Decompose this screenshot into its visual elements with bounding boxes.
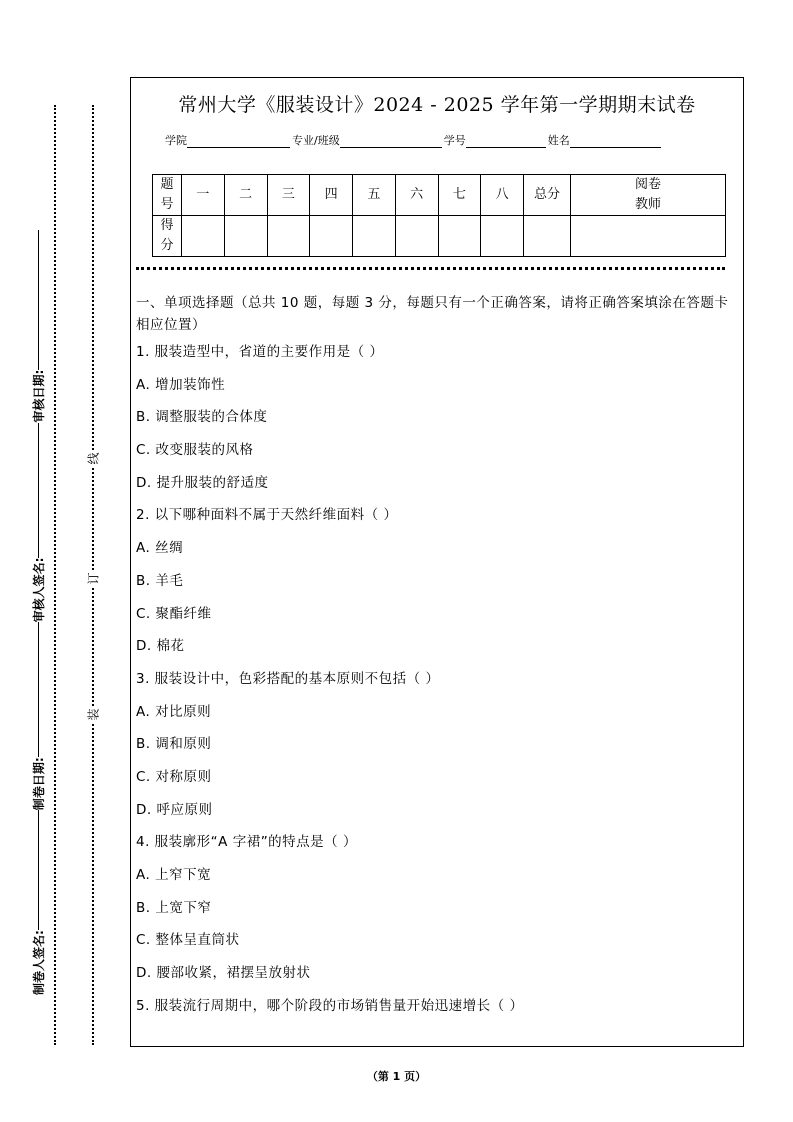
cut-line-outer xyxy=(54,105,56,1045)
answer-option: A. 丝绸 xyxy=(136,540,184,557)
score-cell[interactable] xyxy=(481,216,524,257)
answer-option: B. 调整服装的合体度 xyxy=(136,409,268,426)
answer-option: D. 呼应原则 xyxy=(136,801,213,818)
college-label: 学院 xyxy=(165,134,187,147)
name-field[interactable] xyxy=(570,135,661,148)
binding-label-ding: 订 xyxy=(86,572,101,585)
answer-option: C. 聚酯纤维 xyxy=(136,605,212,622)
score-cell[interactable] xyxy=(310,216,353,257)
score-cell[interactable] xyxy=(524,216,571,257)
question-stem: 3. 服装设计中，色彩搭配的基本原则不包括（ ） xyxy=(136,670,440,687)
answer-option: A. 上窄下宽 xyxy=(136,867,212,883)
answer-option: A. 增加装饰性 xyxy=(136,376,226,393)
score-cell[interactable] xyxy=(438,216,481,257)
student-id-label: 学号 xyxy=(443,134,466,147)
binding-label-xian: 线 xyxy=(86,452,101,465)
col-header: 一 xyxy=(182,175,225,216)
answer-option: D. 棉花 xyxy=(136,638,185,655)
answer-option: C. 改变服装的风格 xyxy=(136,442,254,459)
answer-option: B. 羊毛 xyxy=(136,572,184,589)
answer-option: B. 调和原则 xyxy=(136,736,212,753)
page-number: （第 1 页） xyxy=(366,1070,427,1083)
maker-signature-label: 制卷人签名: xyxy=(31,930,46,995)
answer-option: D. 腰部收紧，裙摆呈放射状 xyxy=(136,965,311,982)
col-header: 二 xyxy=(224,175,267,216)
student-id-field[interactable] xyxy=(466,135,546,148)
question-stem: 2. 以下哪种面料不属于天然纤维面料（ ） xyxy=(136,507,398,524)
exam-title: 常州大学《服装设计》2024 - 2025 学年第一学期期末试卷 xyxy=(178,94,696,116)
maker-date-label: 制卷日期: xyxy=(31,757,46,811)
score-cell[interactable] xyxy=(353,216,396,257)
maker-signature-field[interactable] xyxy=(28,810,39,930)
question-stem: 5. 服装流行周期中，哪个阶段的市场销售量开始迅速增长（ ） xyxy=(136,997,524,1014)
col-header-total: 总分 xyxy=(524,175,571,216)
answer-option: C. 整体呈直筒状 xyxy=(136,932,240,949)
review-date-label: 审核日期: xyxy=(31,369,46,423)
binding-label-zhuang: 装 xyxy=(86,708,101,721)
col-header: 八 xyxy=(481,175,524,216)
score-table xyxy=(152,174,726,257)
col-header: 七 xyxy=(438,175,481,216)
answer-option: D. 提升服装的舒适度 xyxy=(136,474,269,491)
question-stem: 4. 服装廓形“A 字裙”的特点是（ ） xyxy=(136,834,357,851)
review-date-field[interactable] xyxy=(28,230,39,370)
exam-frame xyxy=(130,77,744,1047)
score-cell[interactable] xyxy=(224,216,267,257)
question-stem: 1. 服装造型中，省道的主要作用是（ ） xyxy=(136,344,384,360)
major-class-field[interactable] xyxy=(340,135,442,148)
question-list xyxy=(136,342,742,1028)
col-header-grader: 阅卷 教师 xyxy=(571,175,726,216)
col-header: 四 xyxy=(310,175,353,216)
major-class-label: 专业/班级 xyxy=(292,134,340,147)
col-header: 六 xyxy=(395,175,438,216)
score-label: 得 分 xyxy=(153,216,182,257)
score-table-header-row xyxy=(153,175,726,216)
signature-strip xyxy=(28,145,48,995)
reviewer-signature-label: 审核人签名: xyxy=(31,557,46,623)
col-header: 三 xyxy=(267,175,310,216)
score-cell[interactable] xyxy=(571,216,726,257)
score-row xyxy=(153,216,726,257)
answer-option: C. 对称原则 xyxy=(136,768,212,785)
score-cell[interactable] xyxy=(267,216,310,257)
question-section xyxy=(136,292,742,1028)
college-field[interactable] xyxy=(187,135,290,148)
answer-option: A. 对比原则 xyxy=(136,703,212,720)
reviewer-signature-field[interactable] xyxy=(28,423,39,558)
section-heading: 一、单项选择题（总共 10 题，每题 3 分，每题只有一个正确答案，请将正确答案填涂在答题卡相应位置） xyxy=(136,295,729,333)
maker-date-field[interactable] xyxy=(28,622,39,757)
answer-option: B. 上宽下窄 xyxy=(136,899,212,916)
score-cell[interactable] xyxy=(395,216,438,257)
section-divider xyxy=(136,267,725,270)
score-cell[interactable] xyxy=(182,216,225,257)
name-label: 姓名 xyxy=(547,134,570,147)
col-header: 五 xyxy=(353,175,396,216)
student-info xyxy=(165,132,663,148)
question-number-label: 题 号 xyxy=(153,175,182,216)
